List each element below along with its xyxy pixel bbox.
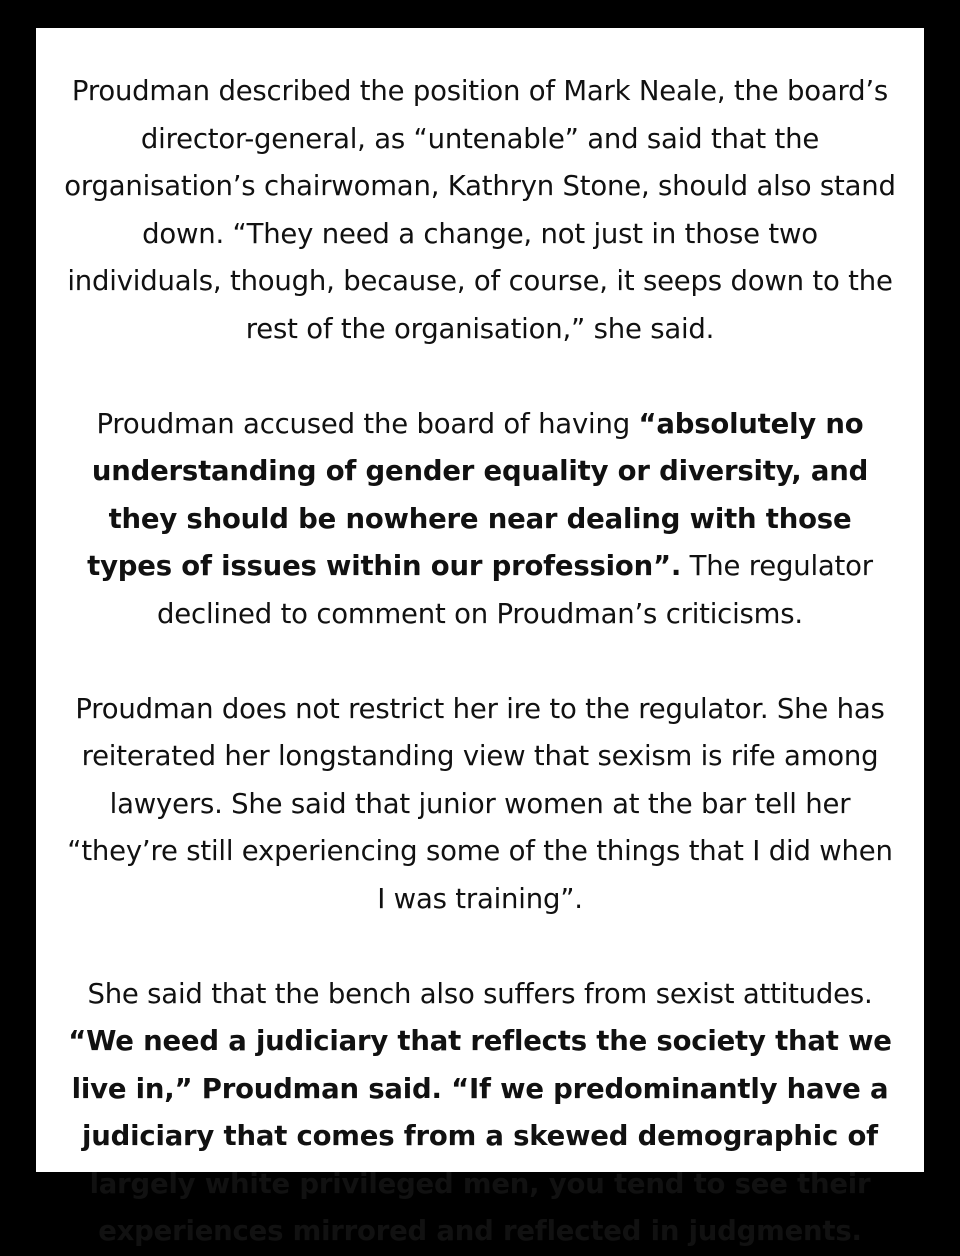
bold-quote: “absolutely no understanding of gender equality or diversity, and they should be nowhere near dealing with those types of issues within our profession”. bbox=[87, 407, 869, 582]
text-run: Proudman does not restrict her ire to the regulator. She has reiterated her longstanding view that sexism is rife among lawyers. She said that junior women at the bar tell her “they’re still experiencing some of the things that I did when I was training”. bbox=[67, 692, 893, 915]
text-run: Proudman accused the board of having bbox=[96, 407, 639, 440]
bold-quote: “We need a judiciary that reflects the society that we live in,” Proudman said. “If we predominantly have a judiciary that comes from a skewed demographic of largely white privileged men, you tend to see their experiences mirrored and reflected in judgments. bbox=[68, 1025, 892, 1247]
paragraph-board-accusation bbox=[64, 401, 896, 639]
paragraph-sexism-lawyers bbox=[64, 686, 896, 924]
text-run: The regulator declined to comment on Proudman’s criticisms. bbox=[157, 550, 873, 630]
text-run: She said that the bench also suffers from sexist attitudes. bbox=[87, 977, 873, 1010]
quote-card bbox=[36, 28, 924, 1247]
paragraph-bench-judiciary bbox=[64, 971, 896, 1256]
text-run: Proudman described the position of Mark Neale, the board’s director-general, as “untenable” and said that the organisation’s chairwoman, Kathryn Stone, should also stand down. “They need a change, not just in those two individuals, though, because, of course, it seeps down to the rest of the organisation,” she said. bbox=[64, 75, 896, 345]
paragraph-neale-position bbox=[64, 68, 896, 353]
